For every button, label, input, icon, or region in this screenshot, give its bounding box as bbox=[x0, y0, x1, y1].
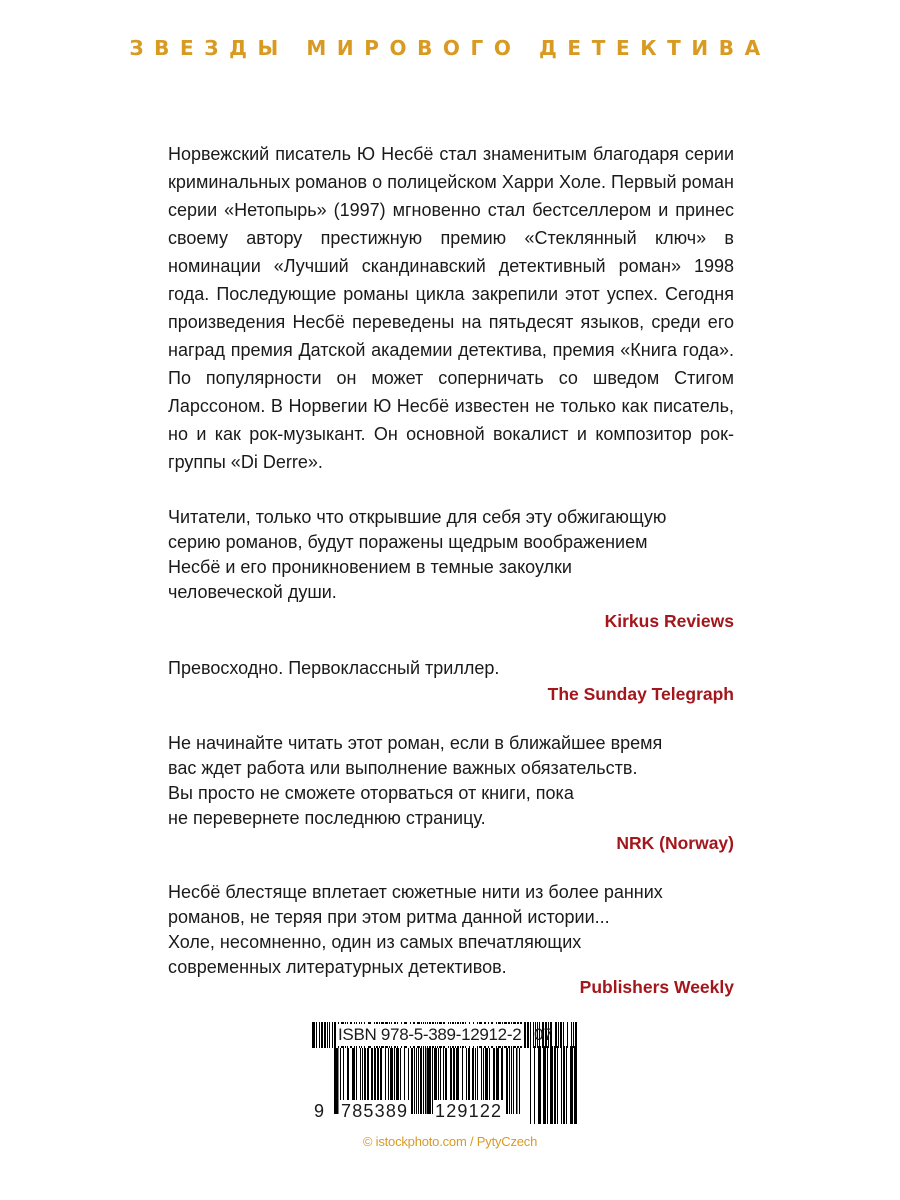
review-line: Несбё блестяще вплетает сюжетные нити из более ранних bbox=[168, 882, 663, 902]
barcode-bar bbox=[567, 1022, 568, 1048]
barcode-bar bbox=[557, 1046, 558, 1124]
barcode-bar bbox=[538, 1046, 541, 1124]
review-line: Вы просто не сможете оторваться от книги, пока bbox=[168, 783, 574, 803]
barcode-bar bbox=[571, 1022, 572, 1048]
review-line: Не начинайте читать этот роман, если в ближайшее время bbox=[168, 733, 663, 753]
review-block-publishers-weekly bbox=[168, 880, 734, 998]
review-quote bbox=[168, 656, 734, 681]
barcode-addon-code: 07 bbox=[534, 1025, 553, 1044]
review-block-nrk bbox=[168, 731, 734, 854]
barcode-bar bbox=[527, 1022, 529, 1048]
barcode-left-group: 785389 bbox=[341, 1101, 409, 1121]
barcode-guard-bar bbox=[337, 1048, 339, 1114]
barcode-bar bbox=[563, 1022, 564, 1048]
review-line: Превосходно. Первоклассный триллер. bbox=[168, 658, 500, 678]
barcode-bar bbox=[416, 1048, 417, 1114]
review-quote bbox=[168, 505, 734, 605]
barcode-bar bbox=[573, 1022, 574, 1048]
barcode-bar bbox=[418, 1048, 419, 1114]
barcode-bar bbox=[561, 1046, 562, 1124]
barcode-bar bbox=[550, 1046, 553, 1124]
barcode-bar bbox=[312, 1022, 315, 1048]
review-line: вас ждет работа или выполнение важных обязательств. bbox=[168, 758, 638, 778]
barcode-bar bbox=[327, 1022, 328, 1048]
barcode-bar bbox=[566, 1046, 567, 1124]
review-line: современных литературных детективов. bbox=[168, 957, 507, 977]
barcode-bar bbox=[530, 1046, 531, 1124]
barcode-bar bbox=[524, 1022, 526, 1048]
barcode-bar bbox=[329, 1022, 330, 1048]
barcode-bar bbox=[319, 1022, 320, 1048]
barcode-bar bbox=[554, 1046, 556, 1124]
barcode-first-digit: 9 bbox=[314, 1101, 325, 1121]
barcode-guard-bar bbox=[516, 1048, 518, 1114]
barcode-bar bbox=[332, 1022, 333, 1048]
barcode-guard-bar bbox=[428, 1048, 430, 1114]
isbn-barcode bbox=[312, 1022, 577, 1124]
barcode-bar bbox=[423, 1048, 424, 1114]
review-source: NRK (Norway) bbox=[616, 833, 734, 853]
barcode-bar bbox=[316, 1022, 317, 1048]
review-line: Несбё и его проникновением в темные закоулки bbox=[168, 557, 572, 577]
barcode-bar bbox=[530, 1022, 531, 1048]
barcode-bar bbox=[555, 1022, 557, 1048]
review-source: The Sunday Telegraph bbox=[547, 684, 734, 704]
barcode-bar bbox=[506, 1048, 508, 1114]
review-source: Kirkus Reviews bbox=[604, 611, 734, 631]
review-quote bbox=[168, 880, 734, 980]
barcode-bar bbox=[321, 1022, 323, 1048]
barcode-bar bbox=[575, 1022, 577, 1048]
barcode-bar bbox=[563, 1046, 565, 1124]
author-bio: Норвежский писатель Ю Несбё стал знаменитым благодаря серии криминальных романов о полицейском Харри Холе. Первый роман серии «Нетопырь» (1997) мгновенно стал бестселлером и принес своему автору престижную премию «Стеклянный ключ» в номинации «Лучший скандинавский детективный роман» 1998 года. Последующие романы цикла закрепили этот успех. Сегодня произведения Несбё переведены на пятьдесят языков, среди его наград премия Датской академии детектива, премия «Книга года». По популярности он может соперничать со шведом Стигом Ларссоном. В Норвегии Ю Несбё известен не только как писатель, но и как рок-музыкант. Он основной вокалист и композитор рок-группы «Di Derre». bbox=[168, 144, 734, 472]
barcode-bar bbox=[543, 1046, 546, 1124]
review-source: Publishers Weekly bbox=[579, 977, 734, 997]
barcode-bar bbox=[574, 1046, 577, 1124]
review-line: романов, не теряя при этом ритма данной истории... bbox=[168, 907, 610, 927]
barcode-right-group: 129122 bbox=[435, 1101, 503, 1121]
review-line: Холе, несомненно, один из самых впечатляющих bbox=[168, 932, 582, 952]
barcode-addon-bars bbox=[530, 1046, 577, 1124]
review-line: серию романов, будут поражены щедрым воображением bbox=[168, 532, 648, 552]
review-block-sunday-telegraph bbox=[168, 656, 734, 705]
review-line: Читатели, только что открывшие для себя эту обжигающую bbox=[168, 507, 667, 527]
photo-credit: © istockphoto.com / PytyCzech bbox=[362, 1134, 538, 1149]
barcode-bar bbox=[414, 1048, 415, 1114]
barcode-guard-bar bbox=[519, 1048, 520, 1114]
barcode-bar bbox=[411, 1048, 413, 1114]
barcode-bar bbox=[547, 1046, 548, 1124]
review-line: человеческой души. bbox=[168, 582, 337, 602]
barcode-bar bbox=[513, 1048, 514, 1114]
barcode-bar bbox=[324, 1022, 326, 1048]
review-line: не перевернете последнюю страницу. bbox=[168, 808, 486, 828]
barcode-bar bbox=[560, 1022, 562, 1048]
barcode-guard-bar bbox=[334, 1048, 336, 1114]
isbn-label: ISBN 978-5-389-12912-2 bbox=[338, 1025, 522, 1044]
barcode-bar bbox=[427, 1048, 428, 1114]
review-quote bbox=[168, 731, 734, 831]
barcode-bar bbox=[432, 1048, 433, 1114]
review-block-kirkus bbox=[168, 505, 734, 632]
barcode-guard-bar bbox=[425, 1048, 427, 1114]
series-title: ЗВЕЗДЫ МИРОВОГО ДЕТЕКТИВА bbox=[129, 36, 771, 60]
barcode-bar bbox=[511, 1048, 512, 1114]
back-cover-text bbox=[168, 140, 734, 998]
barcode-bar bbox=[558, 1022, 559, 1048]
barcode-bar bbox=[570, 1046, 573, 1124]
barcode-bar bbox=[534, 1046, 535, 1124]
barcode-bar bbox=[509, 1048, 510, 1114]
barcode-bar bbox=[420, 1048, 422, 1114]
